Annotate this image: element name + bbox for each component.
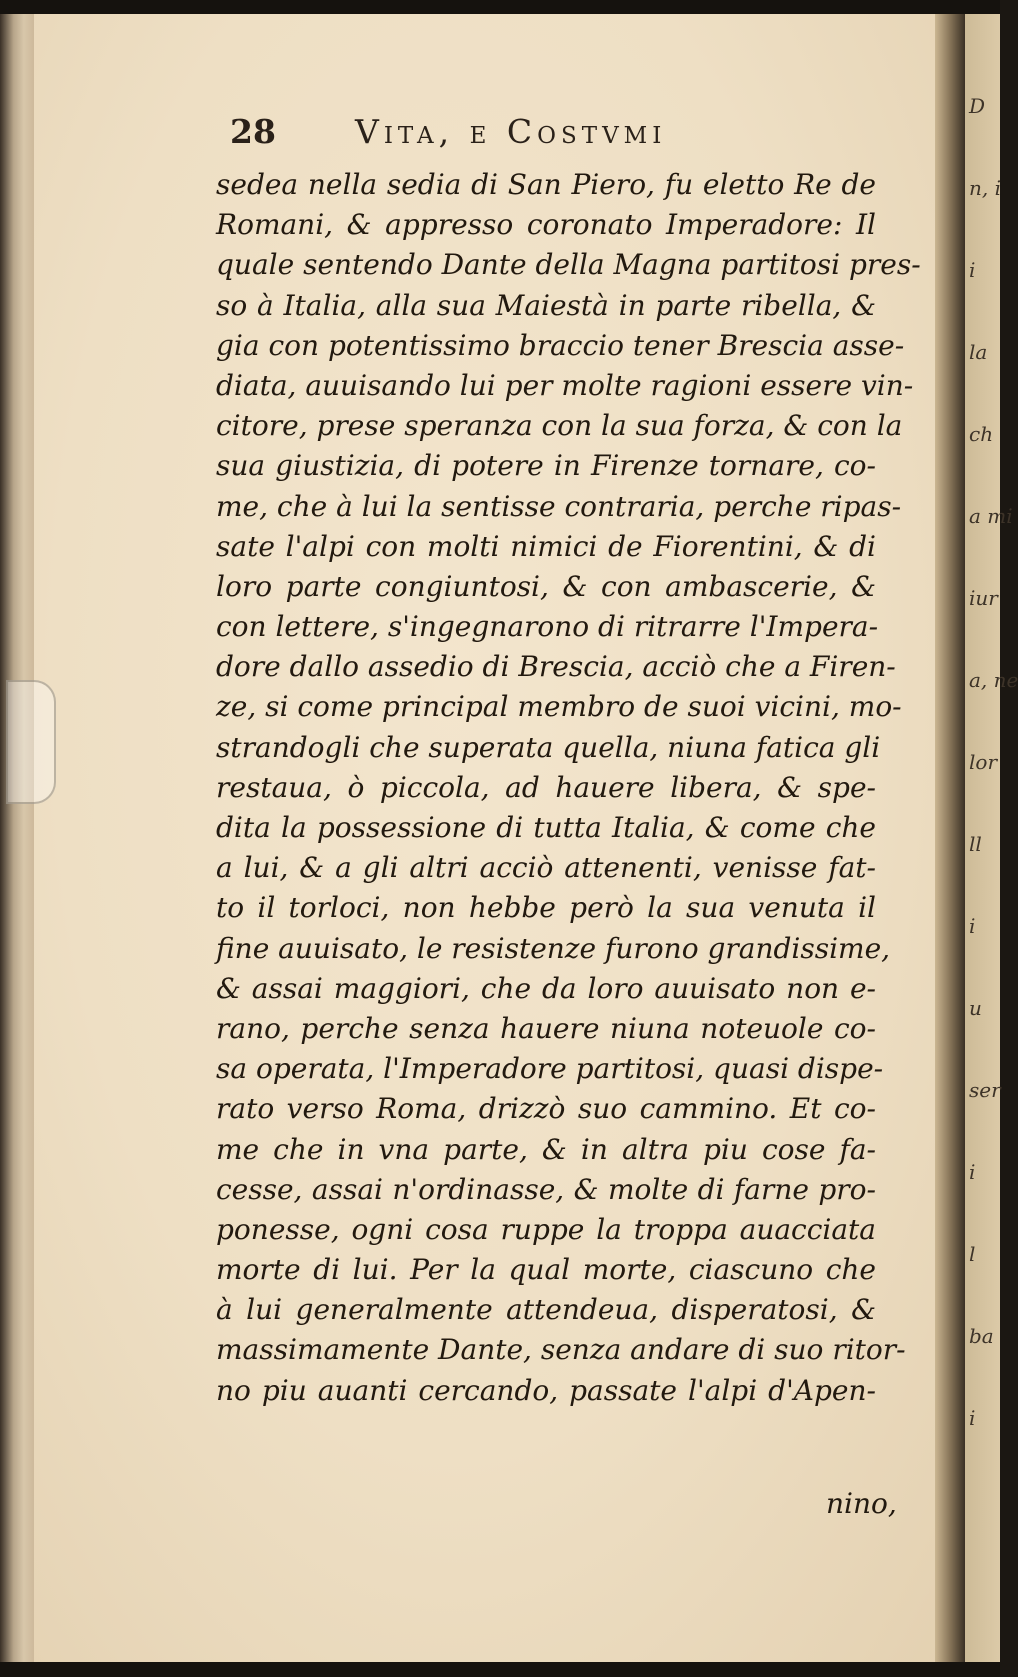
next-page-fragment: lor [969, 750, 997, 774]
next-page-fragment: la [969, 340, 988, 364]
next-page-fragment: n, i [969, 176, 1001, 200]
text-line: con lettere, s'ingegnarono di ritrarre l'Impera- [216, 610, 879, 644]
text-line: sedea nella sedia di San Piero, fu eletto Re de [216, 168, 876, 201]
text-line: Romani, & appresso coronato Imperadore: Il [216, 208, 876, 242]
text-line: restaua, ò piccola, ad hauere libera, & spe- [216, 770, 876, 804]
next-page-fragment: i [969, 258, 976, 282]
next-page-fragment: ch [969, 422, 994, 446]
text-line: massimamente Dante, senza andare di suo ritor- [216, 1333, 906, 1367]
text-line: ponesse, ogni cosa ruppe la troppa auacciata [216, 1212, 876, 1246]
book-fore-edge [0, 14, 34, 1677]
text-line: strandogli che superata quella, niuna fatica gli [216, 730, 881, 764]
next-page-fragment: ser [969, 1078, 1001, 1102]
text-line: & assai maggiori, che da loro auuisato non e- [216, 971, 876, 1005]
next-page-fragment: D [969, 94, 986, 118]
text-line: no piu auanti cercando, passate l'alpi d'Apen- [216, 1373, 876, 1407]
text-line: morte di lui. Per la qual morte, ciascuno che [216, 1253, 876, 1287]
text-line: sate l'alpi con molti nimici de Fiorentini, & di [216, 529, 876, 563]
text-line: rato verso Roma, drizzò suo cammino. Et co- [216, 1092, 876, 1126]
next-page-fragment: u [969, 996, 982, 1020]
text-line: diata, auuisando lui per molte ragioni essere vin- [216, 368, 914, 402]
text-line: sa operata, l'Imperadore partitosi, quasi dispe- [216, 1052, 884, 1086]
next-page-fragment: i [969, 914, 976, 938]
text-line: loro parte congiuntosi, & con ambascerie, & [216, 569, 876, 603]
page-number: 28 [230, 112, 276, 151]
next-page-fragment: i [969, 1160, 976, 1184]
text-line: me, che à lui la sentisse contraria, perche ripas- [216, 489, 902, 523]
text-line: dore dallo assedio di Brescia, acciò che a Firen- [216, 650, 896, 684]
book-gutter [935, 14, 965, 1677]
text-line: gia con potentissimo braccio tener Brescia asse- [216, 328, 905, 362]
next-page-edge [965, 14, 1018, 1677]
text-line: fine auuisato, le resistenze furono grandissime, [216, 931, 891, 965]
next-page-fragment: l [969, 1242, 976, 1266]
scan-top-edge [0, 0, 1000, 14]
text-line: dita la possessione di tutta Italia, & come che [216, 811, 876, 844]
text-line: à lui generalmente attendeua, disperatosi, & [216, 1293, 876, 1327]
next-page-fragment: ba [969, 1324, 994, 1348]
next-page-fragment: ll [969, 832, 982, 856]
text-line: quale sentendo Dante della Magna partitosi pres- [216, 248, 921, 282]
scan-bottom-edge [0, 1662, 1000, 1677]
text-line: cesse, assai n'ordinasse, & molte di farne pro- [216, 1172, 876, 1206]
body-text [216, 165, 921, 1411]
next-page-fragment: a, ne [969, 668, 1018, 692]
text-line: so à Italia, alla sua Maiestà in parte ribella, & [216, 288, 876, 322]
next-page-fragment: iur [969, 586, 998, 610]
text-line: rano, perche senza hauere niuna noteuole co- [216, 1011, 876, 1045]
text-line: to il torloci, non hebbe però la sua venuta il [216, 891, 876, 925]
text-line: sua giustizia, di potere in Firenze tornare, co- [216, 449, 876, 483]
next-page-fragment: i [969, 1406, 976, 1430]
text-line: citore, prese speranza con la sua forza, & con la [216, 409, 903, 443]
page-clip-icon [6, 680, 56, 804]
catchword: nino, [826, 1487, 897, 1520]
text-line: a lui, & a gli altri acciò attenenti, venisse fat- [216, 851, 876, 885]
text-line: me che in vna parte, & in altra piu cose fa- [216, 1132, 876, 1166]
text-line: ze, si come principal membro de suoi vicini, mo- [216, 690, 902, 724]
running-title: Vita, e Costvmi [355, 112, 667, 151]
next-page-fragment: a mi [969, 504, 1013, 528]
